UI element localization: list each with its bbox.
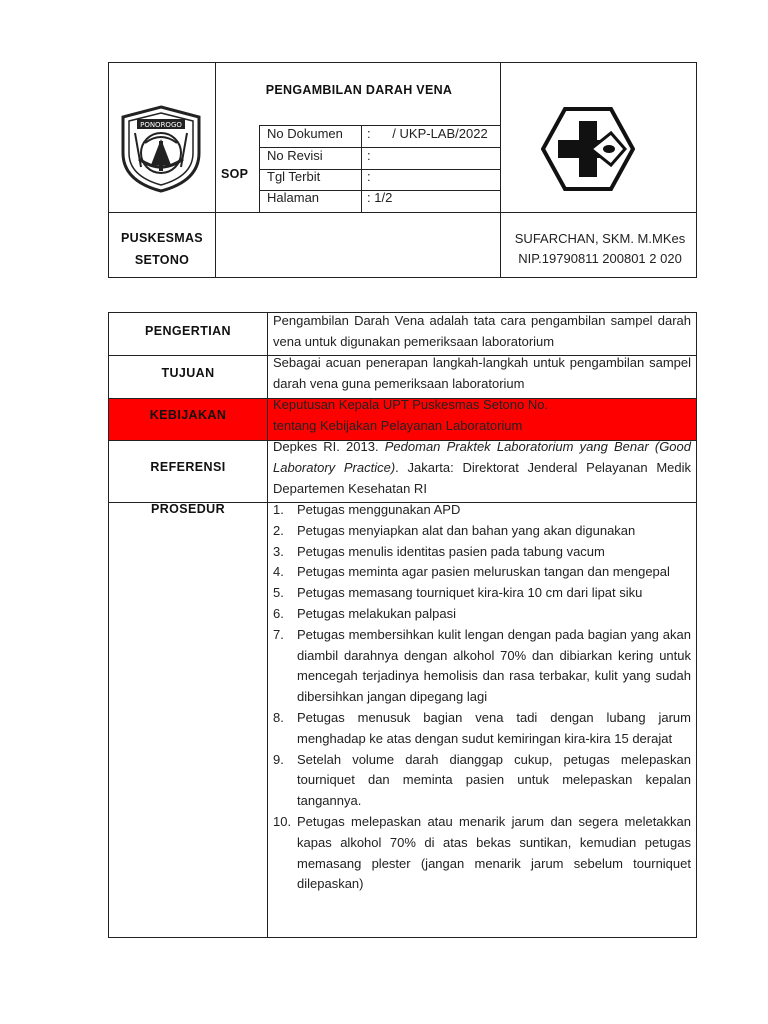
label-prosedur: PROSEDUR (150, 502, 226, 516)
document-title: PENGAMBILAN DARAH VENA (265, 83, 453, 97)
field-label-halaman: Halaman (267, 190, 320, 205)
list-item: 6. Petugas melakukan palpasi (273, 605, 456, 621)
list-item: 5. Petugas memasang tourniquet kira-kira 10 cm dari lipat siku (273, 585, 643, 601)
text-referensi (273, 437, 691, 499)
kebijakan-line1: Keputusan Kepala UPT Puskesmas Setono No. (273, 397, 549, 412)
field-label-no-dokumen: No Dokumen (267, 126, 343, 141)
list-item: 2. Petugas menyiapkan alat dan bahan yang akan digunakan (273, 522, 636, 538)
label-kebijakan: KEBIJAKAN (149, 408, 227, 422)
signer-nip: NIP.19790811 200801 2 020 (518, 251, 682, 266)
referensi-part1: Depkes RI. 2013. (273, 439, 385, 454)
referensi-title: Pedoman Praktek Laboratorium yang Benar (Good Laboratory Practice) (273, 439, 691, 475)
field-label-no-revisi: No Revisi (267, 148, 323, 163)
ponorogo-logo-icon (115, 103, 207, 195)
list-item: 7. Petugas membersihkan kulit lengan dengan pada bagian yang akan diambil darahnya dengan alkohol 70% dan dibiarkan kering untuk mencegah terjadinya hemolisis dan rasa terbakar, kulit yang sudah dibersihkan jangan dipegang lagi (273, 626, 691, 705)
kebijakan-line2: tentang Kebijakan Pelayanan Laboratorium (273, 417, 523, 433)
document-header (108, 62, 697, 278)
label-referensi: REFERENSI (150, 460, 226, 474)
referensi-part2: . Jakarta: Direktorat Jenderal Pelayanan Medik Departemen Kesehatan RI (273, 459, 691, 496)
list-item: 9. Setelah volume darah dianggap cukup, petugas melepaskan tourniquet dan meminta pasien untuk melepaskan kepalan tangannya. (273, 751, 691, 809)
org-name-line1: PUSKESMAS (121, 231, 203, 245)
field-value-halaman: : 1/2 (367, 190, 393, 205)
text-tujuan: Sebagai acuan penerapan langkah-langkah untuk pengambilan sampel darah vena guna pemeriksaan laboratorium (273, 355, 691, 391)
text-kebijakan (273, 395, 691, 437)
health-cross-logo-icon (541, 107, 635, 191)
field-value-tgl-terbit: : (367, 169, 371, 184)
list-item: 1. Petugas menggunakan APD (273, 502, 461, 517)
label-pengertian: PENGERTIAN (145, 324, 231, 338)
sop-content-table (108, 312, 697, 938)
prosedur-steps (273, 500, 691, 895)
field-value-no-revisi: : (367, 148, 371, 163)
list-item: 4. Petugas meminta agar pasien meluruskan tangan dan mengepal (273, 564, 670, 580)
list-item: 3. Petugas menulis identitas pasien pada tabung vacum (273, 543, 605, 559)
field-value-no-dokumen: : / UKP-LAB/2022 (367, 126, 488, 141)
list-item: 10. Petugas melepaskan atau menarik jarum dan segera meletakkan kapas alkohol 70% di atas bekas suntikan, kemudian petugas memasang plester (jangan menarik jarum sebelum tourniquet dilepaskan) (273, 813, 691, 892)
signer-name: SUFARCHAN, SKM. M.MKes (514, 231, 686, 246)
label-tujuan: TUJUAN (161, 366, 215, 380)
list-item: 8. Petugas menusuk bagian vena tadi dengan lubang jarum menghadap ke atas dengan sudut kemiringan kira-kira 15 derajat (273, 709, 691, 746)
field-label-tgl-terbit: Tgl Terbit (267, 169, 321, 184)
text-pengertian: Pengambilan Darah Vena adalah tata cara pengambilan sampel darah vena untuk digunakan pemeriksaan laboratorium (273, 313, 691, 349)
sop-label: SOP (221, 167, 249, 181)
svg-text:PONOROGO: PONOROGO (140, 121, 182, 129)
org-name-line2: SETONO (134, 253, 190, 267)
